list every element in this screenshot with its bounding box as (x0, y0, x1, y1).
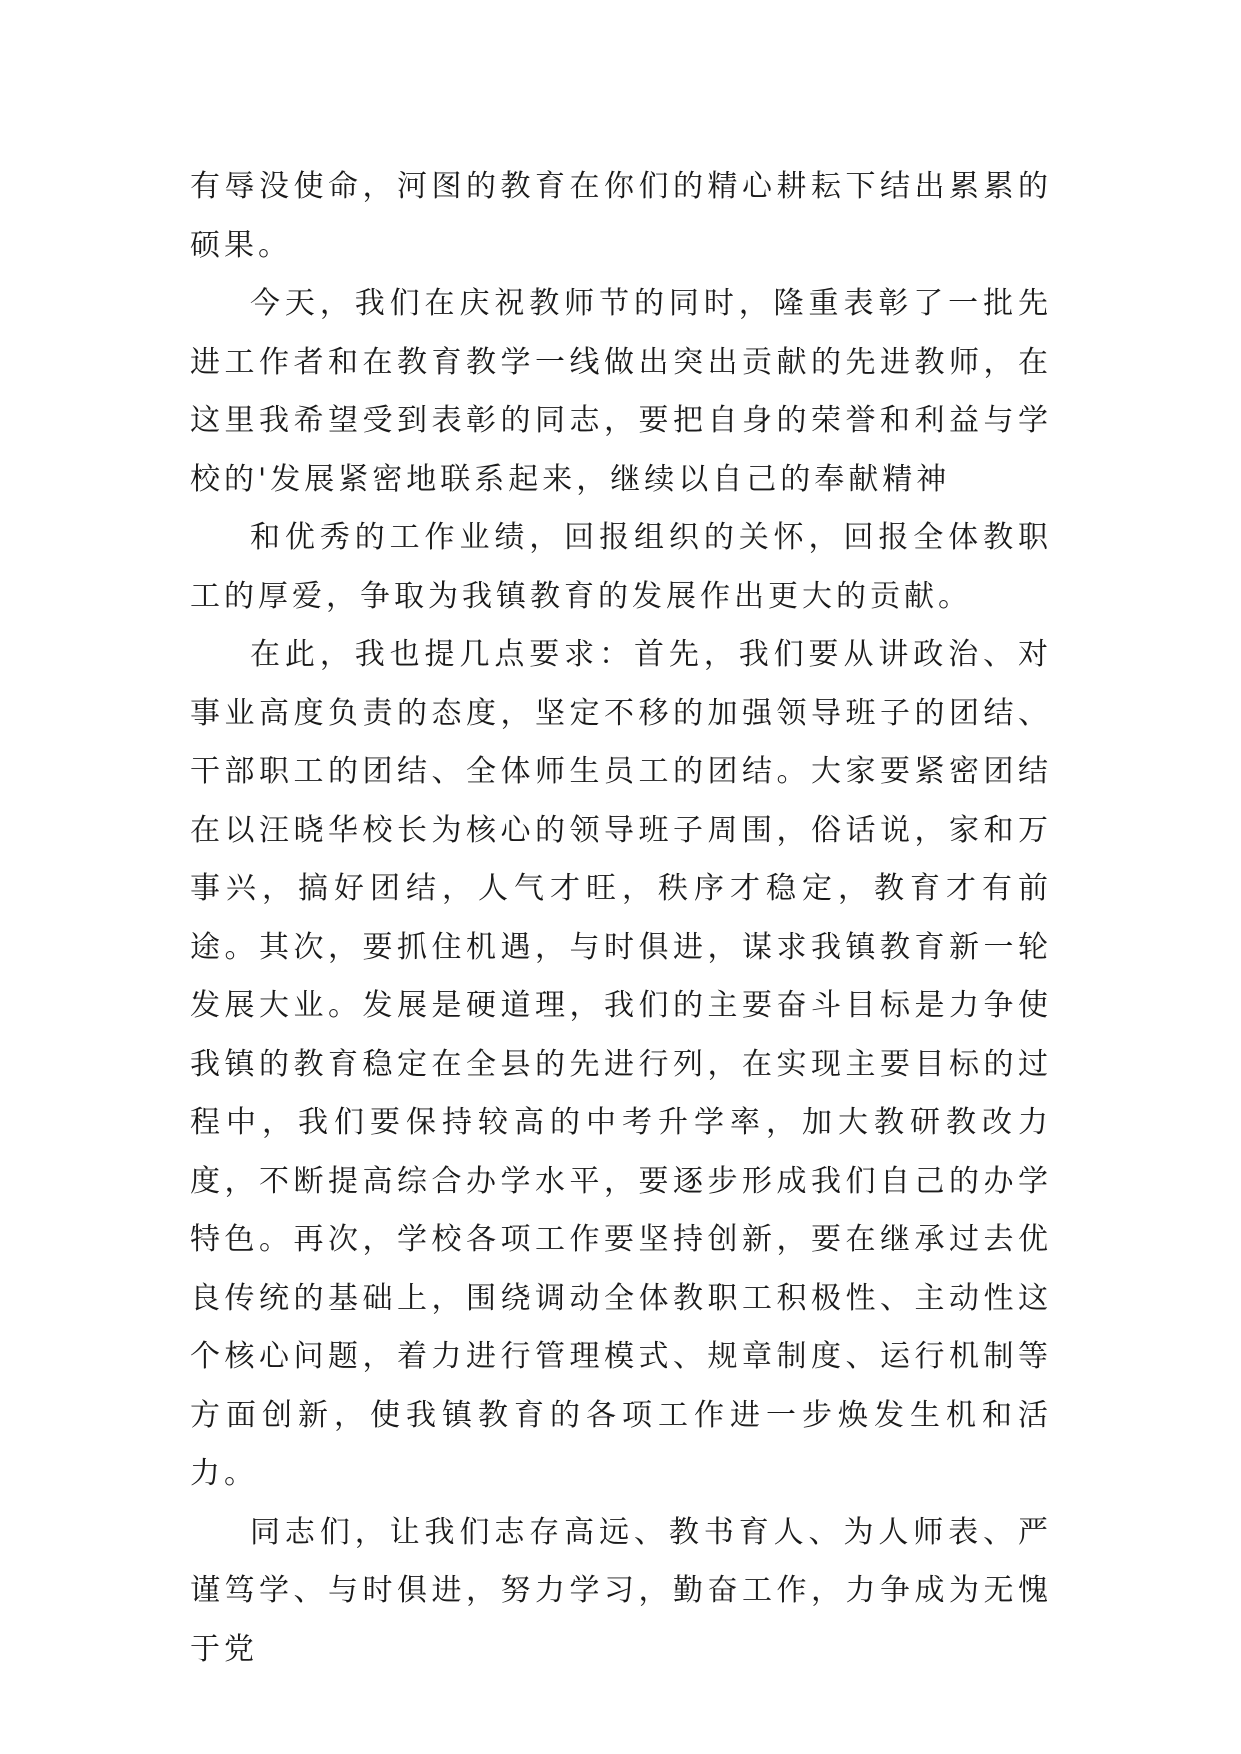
document-body (190, 158, 1052, 1679)
paragraph-commendation: 今天，我们在庆祝教师节的同时，隆重表彰了一批先进工作者和在教育教学一线做出突出贡献的先进教师，在这里我希望受到表彰的同志，要把自身的荣誉和利益与学校的'发展紧密地联系起来，继续以自己的奉献精神 (190, 286, 1052, 497)
paragraph-continuation: 有辱没使命，河图的教育在你们的精心耕耘下结出累累的硕果。 (190, 169, 1052, 263)
paragraph-requirements: 在此，我也提几点要求：首先，我们要从讲政治、对事业高度负责的态度，坚定不移的加强领导班子的团结、干部职工的团结、全体师生员工的团结。大家要紧密团结在以汪晓华校长为核心的领导班子周围，俗话说，家和万事兴，搞好团结，人气才旺，秩序才稳定，教育才有前途。其次，要抓住机遇，与时俱进，谋求我镇教育新一轮发展大业。发展是硬道理，我们的主要奋斗目标是力争使我镇的教育稳定在全县的先进行列，在实现主要目标的过程中，我们要保持较高的中考升学率，加大教研教改力度，不断提高综合办学水平，要逐步形成我们自己的办学特色。再次，学校各项工作要坚持创新，要在继承过去优良传统的基础上，围绕调动全体教职工积极性、主动性这个核心问题，着力进行管理模式、规章制度、运行机制等方面创新，使我镇教育的各项工作进一步焕发生机和活力。 (190, 637, 1052, 1491)
paragraph-performance: 和优秀的工作业绩，回报组织的关怀，回报全体教职工的厚爱，争取为我镇教育的发展作出更大的贡献。 (190, 520, 1052, 614)
paragraph-closing: 同志们，让我们志存高远、教书育人、为人师表、严谨笃学、与时俱进，努力学习，勤奋工作，力争成为无愧于党 (190, 1514, 1052, 1667)
